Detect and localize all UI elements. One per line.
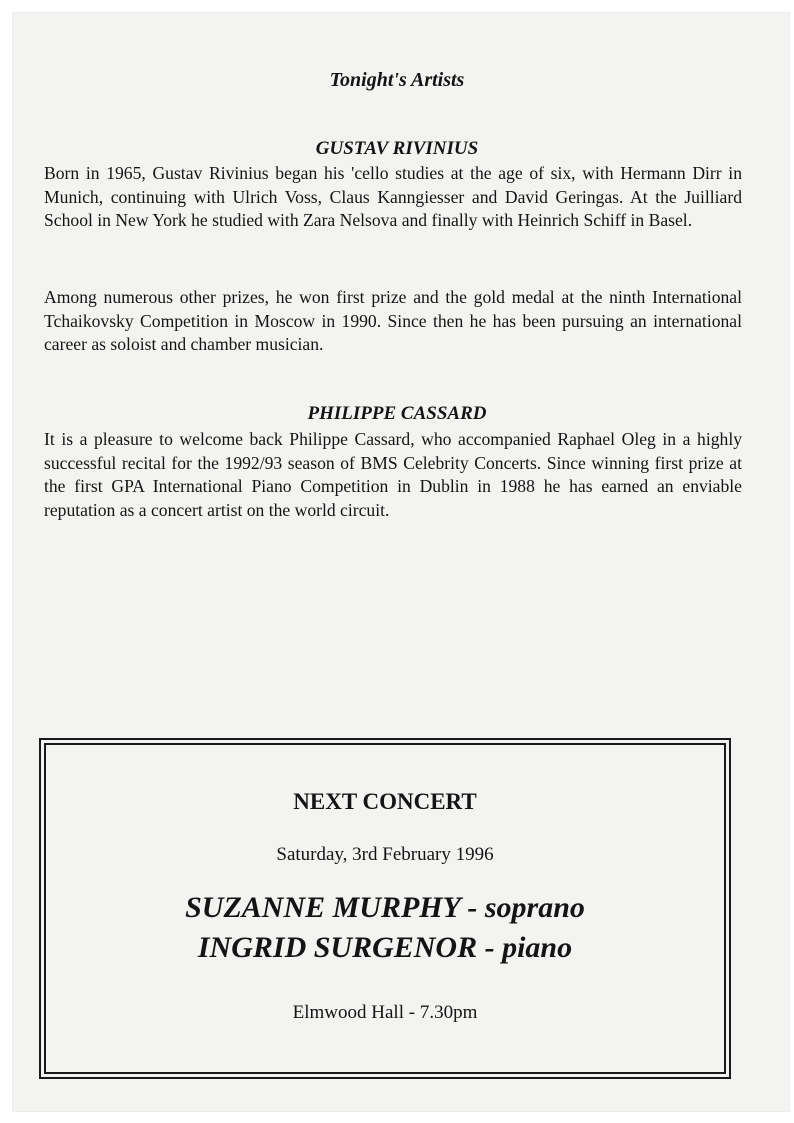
next-concert-performer-piano: INGRID SURGENOR - piano [197, 931, 573, 964]
artist-name-rivinius: GUSTAV RIVINIUS [315, 138, 479, 159]
rivinius-bio-paragraph-2: Among numerous other prizes, he won first prize and the gold medal at the ninth International Tchaikovsky Competition in Moscow in 1990. Since then he has been pursuing an international career as soloist and chamber musician. [44, 287, 742, 355]
next-concert-performer-soprano: SUZANNE MURPHY - soprano [185, 891, 585, 924]
cassard-bio-paragraph: It is a pleasure to welcome back Philippe Cassard, who accompanied Raphael Oleg in a highly successful recital for the 1992/93 season of BMS Celebrity Concerts. Since winning first prize at the first GPA International Piano Competition in Dublin in 1988 he has earned an enviable reputation as a concert artist on the world circuit. [44, 429, 742, 520]
next-concert-heading: NEXT CONCERT [293, 789, 477, 814]
next-concert-venue: Elmwood Hall - 7.30pm [292, 1002, 478, 1023]
next-concert-inner-border [44, 743, 726, 1074]
next-concert-date: Saturday, 3rd February 1996 [276, 844, 494, 865]
programme-page [12, 12, 790, 1112]
rivinius-bio-paragraph-1: Born in 1965, Gustav Rivinius began his 'cello studies at the age of six, with Hermann Dirr in Munich, continuing with Ulrich Voss, Claus Kanngiesser and David Geringas. At the Juilliard School in New York he studied with Zara Nelsova and finally with Heinrich Schiff in Basel. [44, 163, 742, 231]
artist-name-cassard: PHILIPPE CASSARD [307, 403, 487, 424]
page-title: Tonight's Artists [329, 69, 465, 91]
next-concert-box [39, 738, 731, 1079]
